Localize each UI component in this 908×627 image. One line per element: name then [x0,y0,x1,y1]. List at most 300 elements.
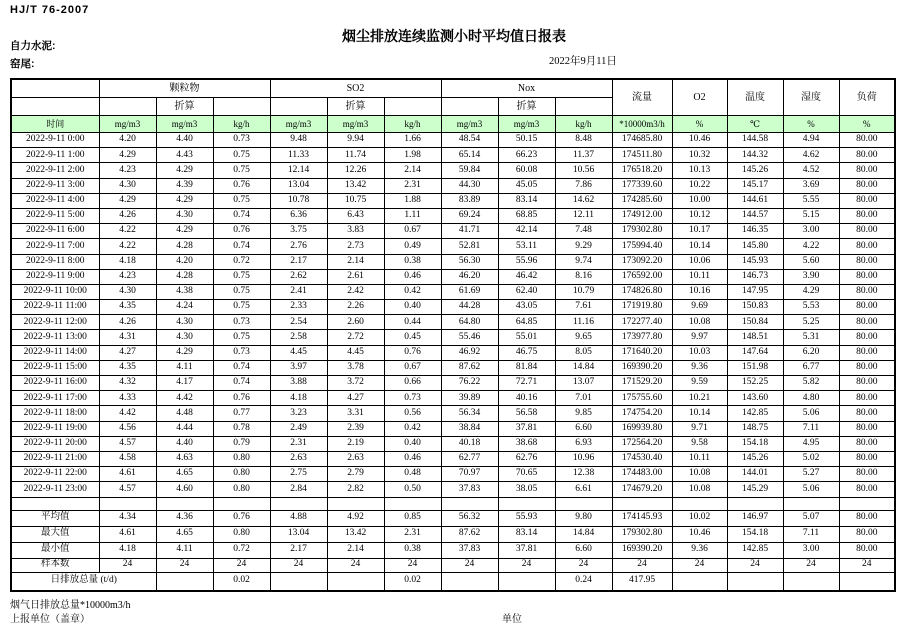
empty-cell [99,98,156,116]
value-cell: 0.74 [213,376,270,391]
time-cell: 2022-9-11 4:00 [11,193,99,208]
value-cell: 62.76 [498,451,555,466]
value-cell: 7.11 [783,421,839,436]
value-cell: 0.80 [213,467,270,482]
value-cell: 3.23 [270,406,327,421]
value-cell-o2: 10.46 [672,133,727,148]
time-cell: 2022-9-11 10:00 [11,284,99,299]
value-cell: 2.14 [327,254,384,269]
total-cell [156,572,213,591]
time-cell: 2022-9-11 20:00 [11,436,99,451]
value-cell: 6.43 [327,208,384,223]
empty-cell [270,98,327,116]
summary-label: 平均值 [11,510,99,526]
value-cell: 5.06 [783,482,839,497]
value-cell: 4.17 [156,376,213,391]
value-cell: 44.30 [441,178,498,193]
col-temp: 温度 [727,79,783,116]
value-cell: 0.67 [384,360,441,375]
value-cell: 145.93 [727,254,783,269]
time-cell: 2022-9-11 2:00 [11,163,99,178]
value-cell: 24 [213,558,270,572]
summary-label: 最小值 [11,542,99,558]
value-cell: 0.80 [213,526,270,542]
value-cell: 2.39 [327,421,384,436]
value-cell: 4.36 [156,510,213,526]
value-cell: 80.00 [839,163,895,178]
time-cell: 2022-9-11 0:00 [11,133,99,148]
value-cell: 6.20 [783,345,839,360]
value-cell: 4.38 [156,284,213,299]
value-cell: 62.77 [441,451,498,466]
value-cell: 37.81 [498,421,555,436]
value-cell: 5.55 [783,193,839,208]
time-cell: 2022-9-11 8:00 [11,254,99,269]
table-row [11,467,895,482]
value-cell: 80.00 [839,300,895,315]
time-cell: 2022-9-11 15:00 [11,360,99,375]
value-cell: 0.76 [213,391,270,406]
unit-cell: % [783,116,839,133]
value-cell: 4.40 [156,436,213,451]
value-cell: 80.00 [839,421,895,436]
value-cell: 2.17 [270,254,327,269]
value-cell: 172277.40 [612,315,672,330]
table-row [11,330,895,345]
time-cell: 2022-9-11 3:00 [11,178,99,193]
value-cell: 4.32 [99,376,156,391]
value-cell: 80.00 [839,193,895,208]
value-cell: 4.34 [99,510,156,526]
value-cell: 4.22 [783,239,839,254]
value-cell: 55.01 [498,330,555,345]
value-cell: 0.48 [384,467,441,482]
value-cell: 169390.20 [612,542,672,558]
value-cell: 0.38 [384,254,441,269]
value-cell-o2: 10.08 [672,467,727,482]
value-cell: 80.00 [839,467,895,482]
converted-label: 折算 [498,98,555,116]
value-cell: 43.05 [498,300,555,315]
value-cell: 80.00 [839,315,895,330]
standard-number: HJ/T 76-2007 [10,4,90,16]
empty-cell [384,98,441,116]
value-cell-o2: 24 [672,558,727,572]
converted-label: 折算 [327,98,384,116]
value-cell: 0.75 [213,269,270,284]
value-cell: 69.24 [441,208,498,223]
value-cell: 0.76 [213,224,270,239]
value-cell-o2: 10.14 [672,239,727,254]
value-cell: 7.11 [783,526,839,542]
report-date: 2022年9月11日 [549,56,617,67]
value-cell: 2.31 [384,526,441,542]
time-header: 时间 [11,116,99,133]
value-cell: 4.45 [327,345,384,360]
time-cell: 2022-9-11 16:00 [11,376,99,391]
value-cell: 80.00 [839,239,895,254]
value-cell: 83.89 [441,193,498,208]
value-cell-o2: 9.58 [672,436,727,451]
value-cell: 8.48 [555,133,612,148]
value-cell: 146.35 [727,224,783,239]
value-cell: 0.80 [213,482,270,497]
value-cell: 175994.40 [612,239,672,254]
value-cell-o2: 10.22 [672,178,727,193]
value-cell: 64.85 [498,315,555,330]
summary-row [11,558,895,572]
value-cell: 147.95 [727,284,783,299]
value-cell: 4.29 [99,148,156,163]
value-cell: 56.30 [441,254,498,269]
value-cell: 145.80 [727,239,783,254]
value-cell: 24 [783,558,839,572]
value-cell: 5.06 [783,406,839,421]
value-cell: 4.23 [99,163,156,178]
value-cell: 146.97 [727,510,783,526]
time-cell: 2022-9-11 5:00 [11,208,99,223]
time-cell: 2022-9-11 11:00 [11,300,99,315]
value-cell-o2: 10.03 [672,345,727,360]
value-cell: 174483.00 [612,467,672,482]
value-cell: 174679.20 [612,482,672,497]
table-row [11,193,895,208]
value-cell: 55.96 [498,254,555,269]
value-cell: 152.25 [727,376,783,391]
value-cell: 0.73 [213,133,270,148]
value-cell: 64.80 [441,315,498,330]
value-cell: 5.07 [783,510,839,526]
value-cell: 6.93 [555,436,612,451]
value-cell: 3.75 [270,224,327,239]
value-cell: 0.45 [384,330,441,345]
value-cell: 24 [839,558,895,572]
value-cell: 5.27 [783,467,839,482]
value-cell-o2: 10.32 [672,148,727,163]
value-cell: 53.11 [498,239,555,254]
value-cell: 2.63 [270,451,327,466]
value-cell: 9.85 [555,406,612,421]
value-cell: 145.26 [727,451,783,466]
value-cell: 0.74 [213,208,270,223]
value-cell: 150.84 [727,315,783,330]
unit-cell: kg/h [384,116,441,133]
value-cell: 12.11 [555,208,612,223]
value-cell: 142.85 [727,542,783,558]
value-cell: 4.29 [99,193,156,208]
summary-row [11,526,895,542]
units-row [11,116,895,133]
value-cell-o2: 10.11 [672,451,727,466]
value-cell: 46.75 [498,345,555,360]
value-cell: 177339.60 [612,178,672,193]
value-cell: 4.20 [99,133,156,148]
value-cell-o2: 10.21 [672,391,727,406]
value-cell: 6.60 [555,542,612,558]
value-cell: 0.40 [384,300,441,315]
value-cell: 4.29 [156,193,213,208]
value-cell: 4.52 [783,163,839,178]
spacer-section [11,497,895,510]
value-cell: 0.80 [213,451,270,466]
value-cell: 4.62 [783,148,839,163]
value-cell: 8.16 [555,269,612,284]
table-row [11,224,895,239]
total-cell: 0.02 [213,572,270,591]
value-cell: 2.61 [327,269,384,284]
total-label: 日排放总量 (t/d) [11,572,156,591]
value-cell: 80.00 [839,391,895,406]
value-cell: 4.30 [156,330,213,345]
value-cell: 2.54 [270,315,327,330]
table-row [11,269,895,284]
total-section [11,572,895,591]
value-cell: 6.77 [783,360,839,375]
value-cell: 80.00 [839,406,895,421]
value-cell: 151.98 [727,360,783,375]
value-cell: 4.61 [99,526,156,542]
value-cell: 12.26 [327,163,384,178]
empty-cell [441,98,498,116]
time-cell: 2022-9-11 12:00 [11,315,99,330]
value-cell: 80.00 [839,436,895,451]
unit-cell: mg/m3 [441,116,498,133]
value-cell: 2.26 [327,300,384,315]
converted-label: 折算 [156,98,213,116]
value-cell-o2: 10.00 [672,193,727,208]
value-cell: 14.84 [555,526,612,542]
value-cell: 42.14 [498,224,555,239]
value-cell: 80.00 [839,178,895,193]
value-cell: 171529.20 [612,376,672,391]
value-cell: 7.61 [555,300,612,315]
value-cell: 2.72 [327,330,384,345]
value-cell: 5.53 [783,300,839,315]
value-cell: 6.36 [270,208,327,223]
value-cell: 0.49 [384,239,441,254]
value-cell: 12.38 [555,467,612,482]
value-cell: 174145.93 [612,510,672,526]
value-cell-o2: 10.13 [672,163,727,178]
value-cell: 174826.80 [612,284,672,299]
table-row [11,163,895,178]
value-cell: 24 [498,558,555,572]
value-cell-o2: 10.06 [672,254,727,269]
table-row [11,406,895,421]
unit-cell: mg/m3 [327,116,384,133]
value-cell: 4.39 [156,178,213,193]
value-cell: 2.33 [270,300,327,315]
value-cell: 148.75 [727,421,783,436]
empty-cell [555,98,612,116]
value-cell: 0.77 [213,406,270,421]
unit-cell: *10000m3/h [612,116,672,133]
group-nox: Nox [441,79,612,98]
value-cell-o2: 10.46 [672,526,727,542]
group-so2: SO2 [270,79,441,98]
table-row [11,254,895,269]
value-cell: 10.56 [555,163,612,178]
value-cell: 4.29 [783,284,839,299]
time-cell: 2022-9-11 23:00 [11,482,99,497]
corner-cell [11,79,99,98]
value-cell: 4.63 [156,451,213,466]
unit-cell: ℃ [727,116,783,133]
value-cell: 10.75 [327,193,384,208]
table-row [11,421,895,436]
value-cell: 2.75 [270,467,327,482]
value-cell: 81.84 [498,360,555,375]
value-cell: 4.28 [156,269,213,284]
value-cell: 6.61 [555,482,612,497]
value-cell: 144.01 [727,467,783,482]
value-cell: 4.94 [783,133,839,148]
value-cell: 144.57 [727,208,783,223]
value-cell: 55.93 [498,510,555,526]
table-row [11,315,895,330]
value-cell: 174511.80 [612,148,672,163]
value-cell-o2: 10.08 [672,315,727,330]
value-cell: 40.18 [441,436,498,451]
value-cell: 4.27 [327,391,384,406]
value-cell: 5.60 [783,254,839,269]
value-cell: 2.84 [270,482,327,497]
unit-cell: mg/m3 [498,116,555,133]
value-cell: 0.75 [213,163,270,178]
value-cell: 68.85 [498,208,555,223]
value-cell: 24 [384,558,441,572]
value-cell: 4.45 [270,345,327,360]
time-cell: 2022-9-11 22:00 [11,467,99,482]
total-cell [783,572,839,591]
value-cell: 4.30 [156,315,213,330]
value-cell: 6.60 [555,421,612,436]
value-cell: 37.83 [441,482,498,497]
table-row [11,239,895,254]
value-cell: 80.00 [839,376,895,391]
value-cell: 4.31 [99,330,156,345]
value-cell: 154.18 [727,526,783,542]
value-cell: 14.84 [555,360,612,375]
value-cell: 80.00 [839,208,895,223]
value-cell: 147.64 [727,345,783,360]
value-cell: 80.00 [839,526,895,542]
value-cell: 9.48 [270,133,327,148]
value-cell: 9.65 [555,330,612,345]
value-cell: 39.89 [441,391,498,406]
value-cell: 5.02 [783,451,839,466]
value-cell: 0.75 [213,193,270,208]
table-row [11,360,895,375]
unit-cell: mg/m3 [270,116,327,133]
value-cell: 2.14 [384,163,441,178]
value-cell: 83.14 [498,193,555,208]
total-cell [327,572,384,591]
value-cell-o2: 9.69 [672,300,727,315]
value-cell: 7.86 [555,178,612,193]
value-cell: 87.62 [441,526,498,542]
value-cell: 4.43 [156,148,213,163]
header-rows [11,79,895,133]
value-cell: 4.11 [156,542,213,558]
value-cell: 3.00 [783,224,839,239]
table-row [11,133,895,148]
value-cell: 0.42 [384,284,441,299]
unit-cell: kg/h [555,116,612,133]
value-cell: 4.29 [156,163,213,178]
value-cell: 173092.20 [612,254,672,269]
value-cell: 2.31 [270,436,327,451]
value-cell: 2.17 [270,542,327,558]
time-cell: 2022-9-11 13:00 [11,330,99,345]
value-cell: 11.16 [555,315,612,330]
value-cell: 2.42 [327,284,384,299]
report-table [10,78,896,592]
value-cell: 4.65 [156,526,213,542]
value-cell: 56.34 [441,406,498,421]
value-cell: 174530.40 [612,451,672,466]
value-cell: 80.00 [839,360,895,375]
value-cell: 0.42 [384,421,441,436]
value-cell: 66.23 [498,148,555,163]
value-cell: 4.18 [99,542,156,558]
table-row [11,482,895,497]
value-cell: 24 [727,558,783,572]
value-cell: 55.46 [441,330,498,345]
time-cell: 2022-9-11 7:00 [11,239,99,254]
table-row [11,284,895,299]
value-cell-o2: 9.36 [672,360,727,375]
value-cell: 4.22 [99,239,156,254]
unit-cell: % [672,116,727,133]
summary-label: 最大值 [11,526,99,542]
value-cell: 80.00 [839,345,895,360]
group-pm: 颗粒物 [99,79,270,98]
value-cell: 80.00 [839,542,895,558]
value-cell: 2.63 [327,451,384,466]
value-cell: 62.40 [498,284,555,299]
value-cell: 145.17 [727,178,783,193]
value-cell: 145.26 [727,163,783,178]
table-row [11,436,895,451]
time-cell: 2022-9-11 19:00 [11,421,99,436]
value-cell: 65.14 [441,148,498,163]
value-cell: 0.74 [213,239,270,254]
value-cell: 4.57 [99,436,156,451]
value-cell-o2: 10.14 [672,406,727,421]
value-cell: 24 [612,558,672,572]
value-cell: 4.33 [99,391,156,406]
time-cell: 2022-9-11 21:00 [11,451,99,466]
spacer-row [11,497,895,510]
value-cell: 37.81 [498,542,555,558]
value-cell: 0.79 [213,436,270,451]
value-cell: 5.15 [783,208,839,223]
value-cell: 171640.20 [612,345,672,360]
value-cell: 2.31 [384,178,441,193]
table-row [11,178,895,193]
value-cell: 0.85 [384,510,441,526]
value-cell: 169939.80 [612,421,672,436]
value-cell-o2: 10.08 [672,482,727,497]
value-cell: 38.84 [441,421,498,436]
value-cell: 2.76 [270,239,327,254]
value-cell: 3.31 [327,406,384,421]
value-cell: 173977.80 [612,330,672,345]
table-row [11,345,895,360]
value-cell: 0.72 [213,542,270,558]
summary-label: 样本数 [11,558,99,572]
